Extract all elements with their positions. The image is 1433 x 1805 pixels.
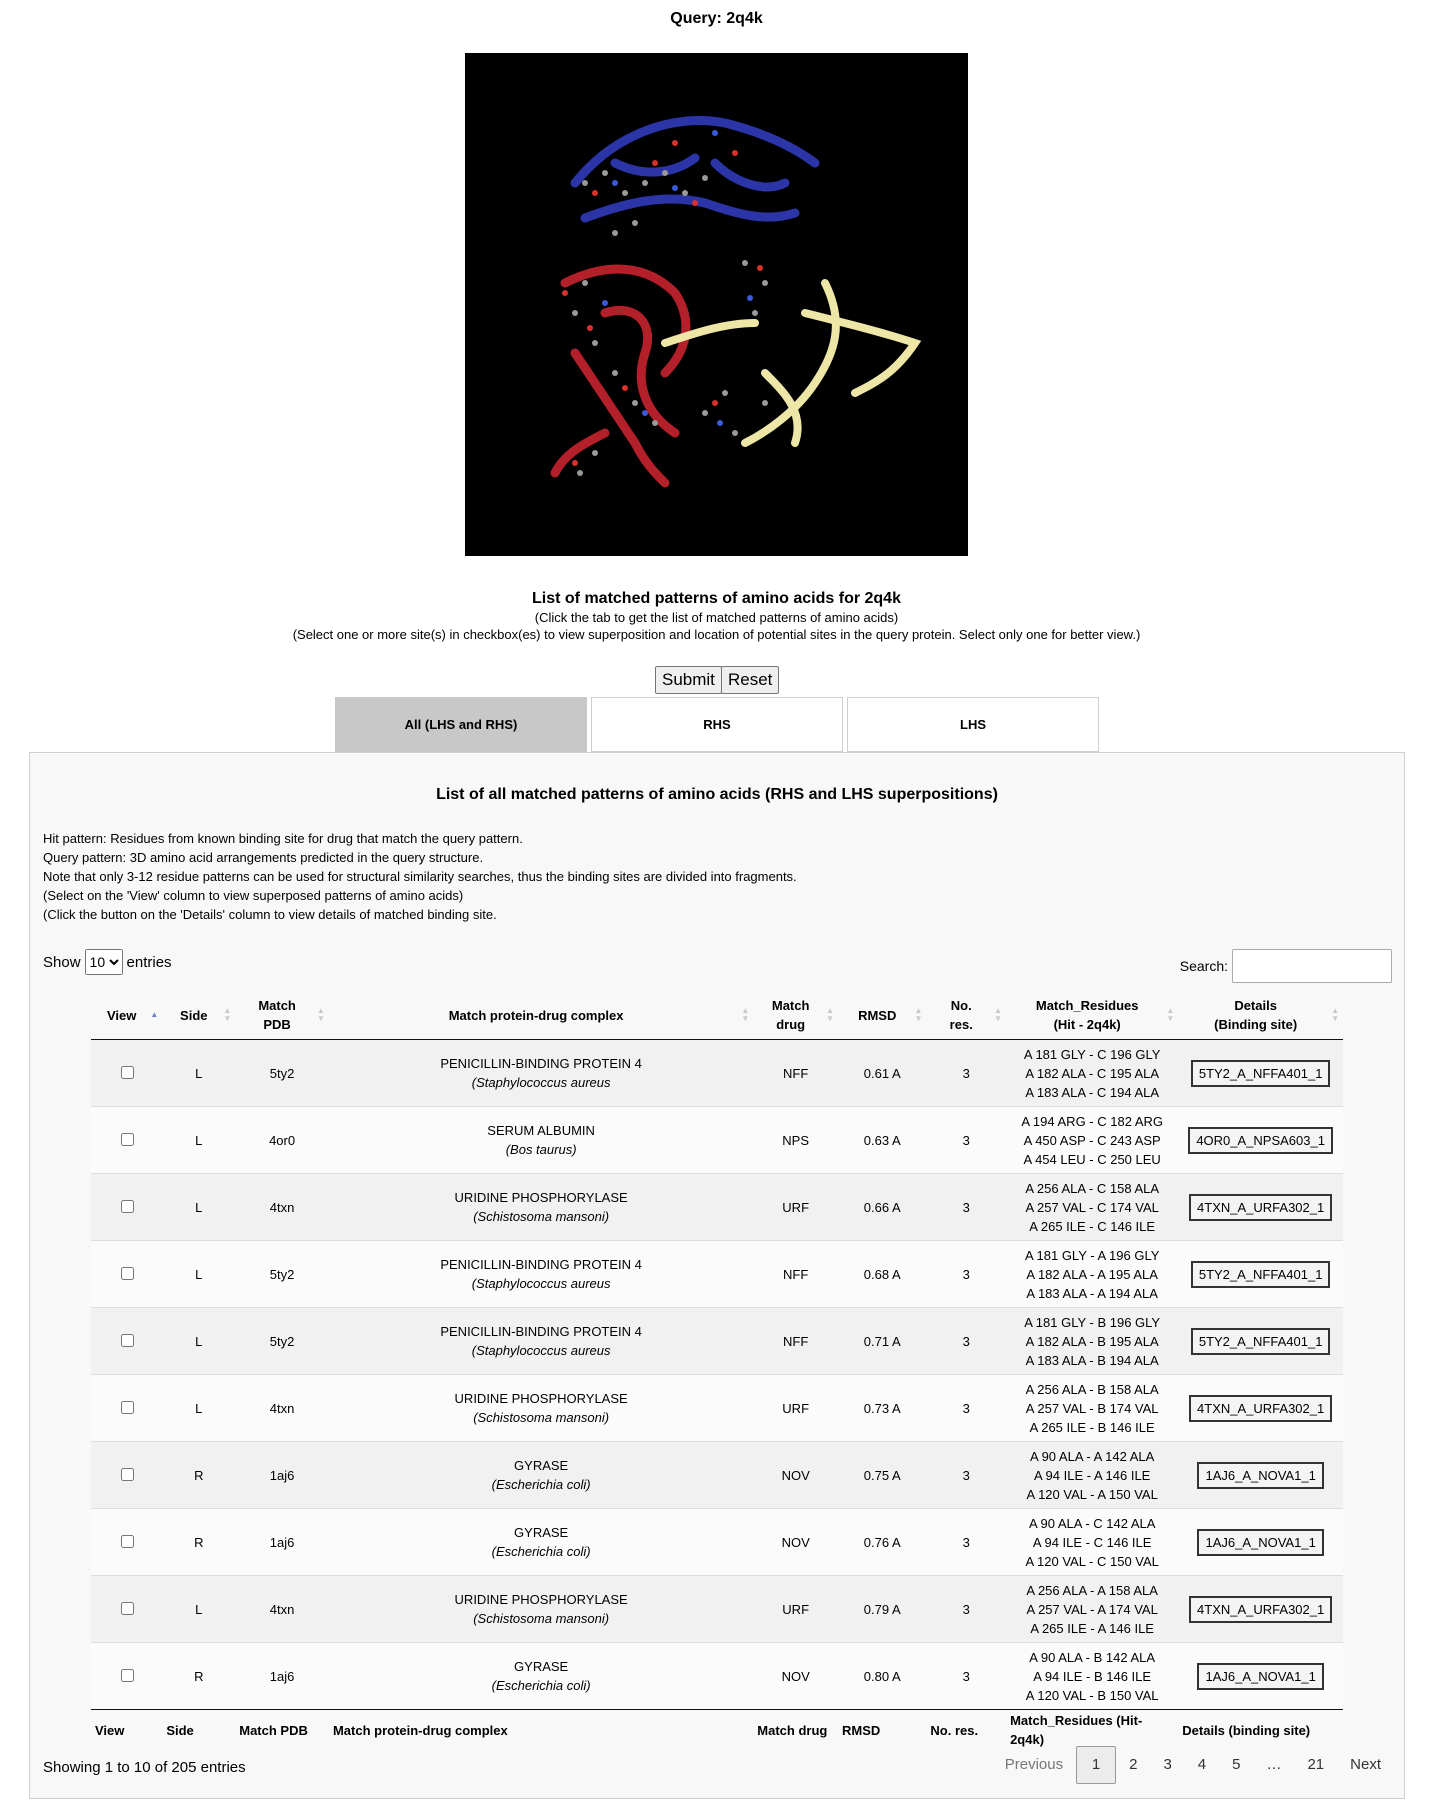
residue-pair: A 265 ILE - B 146 ILE [1029, 1419, 1155, 1435]
organism-name: (Staphylococcus aureus [471, 1075, 611, 1090]
table-row [91, 1576, 1343, 1643]
entries-label: entries [126, 953, 172, 971]
residue-pair: A 257 VAL - B 174 VAL [1025, 1400, 1159, 1416]
drug-cell: NFF [753, 1241, 838, 1308]
residue-pair: A 257 VAL - C 174 VAL [1025, 1199, 1159, 1215]
col-residues[interactable]: Match_Residues (Hit - 2q4k) ▲ ▼ [1006, 991, 1178, 1040]
complex-cell [329, 1375, 753, 1442]
view-checkbox[interactable] [121, 1066, 134, 1079]
details-cell [1178, 1375, 1343, 1442]
complex-cell [329, 1576, 753, 1643]
col-side[interactable]: Side ▲ ▼ [162, 991, 235, 1040]
residues-cell [1006, 1576, 1178, 1643]
nres-cell: 3 [926, 1308, 1006, 1375]
complex-cell [329, 1643, 753, 1710]
view-cell [91, 1576, 162, 1643]
entries-select[interactable] [85, 949, 123, 975]
col-drug[interactable]: Match drug ▲ ▼ [753, 991, 838, 1040]
info-line: Note that only 3-12 residue patterns can be used for structural similarity searches, thus the binding sites are divided into fragments. [43, 869, 797, 884]
pdb-cell: 5ty2 [235, 1040, 329, 1107]
foot-details: Details (binding site) [1182, 1722, 1311, 1738]
sort-icon: ▲ ▼ [994, 1006, 1003, 1023]
organism-name: (Staphylococcus aureus [471, 1276, 611, 1291]
details-button[interactable]: 5TY2_A_NFFA401_1 [1191, 1261, 1331, 1288]
details-cell [1178, 1241, 1343, 1308]
pdb-cell: 1aj6 [235, 1643, 329, 1710]
protein-name: PENICILLIN-BINDING PROTEIN 4 [440, 1257, 642, 1272]
table-row [91, 1107, 1343, 1174]
protein-name: SERUM ALBUMIN [487, 1123, 595, 1138]
foot-complex: Match protein-drug complex [332, 1722, 508, 1738]
nres-cell: 3 [926, 1174, 1006, 1241]
drug-cell: NOV [753, 1442, 838, 1509]
residue-pair: A 120 VAL - C 150 VAL [1025, 1553, 1159, 1569]
protein-name: URIDINE PHOSPHORYLASE [454, 1391, 628, 1406]
view-cell [91, 1509, 162, 1576]
pagination [992, 1746, 1394, 1784]
foot-residues: Match_Residues (Hit-2q4k) [1010, 1713, 1143, 1747]
table-row [91, 1643, 1343, 1710]
col-complex[interactable]: Match protein-drug complex ▲ ▼ [329, 991, 753, 1040]
organism-name: (Schistosoma mansoni) [473, 1410, 610, 1425]
view-cell [91, 1040, 162, 1107]
page-ellipsis: … [1266, 1756, 1282, 1773]
details-button[interactable]: 5TY2_A_NFFA401_1 [1191, 1328, 1331, 1355]
organism-name: (Escherichia coli) [491, 1678, 591, 1693]
organism-name: (Schistosoma mansoni) [473, 1611, 610, 1626]
residues-cell [1006, 1509, 1178, 1576]
info-text [43, 829, 797, 924]
view-checkbox[interactable] [121, 1602, 134, 1615]
protein-name: GYRASE [514, 1659, 569, 1674]
rmsd-cell: 0.76 A [838, 1509, 926, 1576]
table-row [91, 1442, 1343, 1509]
drug-cell: URF [753, 1174, 838, 1241]
tab-lhs[interactable]: LHS [847, 697, 1099, 752]
protein-name: URIDINE PHOSPHORYLASE [454, 1592, 628, 1607]
rmsd-cell: 0.79 A [838, 1576, 926, 1643]
query-title: Query: 2q4k [670, 10, 763, 27]
foot-side: Side [166, 1722, 194, 1738]
sort-icon: ▲ ▼ [1331, 1006, 1339, 1023]
page-button[interactable]: 4 [1197, 1756, 1207, 1773]
drug-cell: URF [753, 1375, 838, 1442]
search-input[interactable] [1232, 949, 1392, 983]
tab-rhs[interactable]: RHS [591, 697, 843, 752]
table-row [91, 1241, 1343, 1308]
list-note-tab: (Click the tab to get the list of matched patterns of amino acids) [534, 610, 899, 625]
foot-drug: Match drug [757, 1722, 828, 1738]
details-button[interactable]: 1AJ6_A_NOVA1_1 [1197, 1663, 1323, 1690]
complex-cell [329, 1509, 753, 1576]
residue-pair: A 120 VAL - B 150 VAL [1025, 1687, 1159, 1703]
side-cell: L [162, 1576, 235, 1643]
residues-cell [1006, 1442, 1178, 1509]
reset-button[interactable]: Reset [721, 666, 779, 694]
side-cell: L [162, 1375, 235, 1442]
view-cell [91, 1643, 162, 1710]
col-nres[interactable]: No. res. ▲ ▼ [926, 991, 1006, 1040]
entries-length-control [43, 949, 172, 975]
side-cell: L [162, 1107, 235, 1174]
page-button[interactable]: 2 [1129, 1756, 1138, 1773]
complex-cell [329, 1442, 753, 1509]
protein-name: PENICILLIN-BINDING PROTEIN 4 [440, 1324, 642, 1339]
pdb-cell: 4txn [235, 1174, 329, 1241]
sort-icon: ▲ ▼ [741, 1006, 750, 1023]
nres-cell: 3 [926, 1643, 1006, 1710]
drug-cell: NPS [753, 1107, 838, 1174]
sort-asc-icon: ▲ [150, 1010, 159, 1019]
residue-pair: A 182 ALA - B 195 ALA [1025, 1333, 1159, 1349]
residue-pair: A 90 ALA - C 142 ALA [1028, 1515, 1156, 1531]
residue-pair: A 120 VAL - A 150 VAL [1026, 1486, 1158, 1502]
residue-pair: A 256 ALA - B 158 ALA [1025, 1381, 1159, 1397]
side-cell: R [162, 1509, 235, 1576]
residue-pair: A 256 ALA - C 158 ALA [1025, 1180, 1160, 1196]
nres-cell: 3 [926, 1442, 1006, 1509]
info-line: Query pattern: 3D amino acid arrangements predicted in the query structure. [43, 850, 484, 865]
table-row [91, 1040, 1343, 1107]
residue-pair: A 183 ALA - A 194 ALA [1026, 1285, 1158, 1301]
details-cell [1178, 1509, 1343, 1576]
details-button[interactable]: 1AJ6_A_NOVA1_1 [1197, 1462, 1323, 1489]
molecule-viewer[interactable] [465, 53, 968, 556]
details-cell [1178, 1040, 1343, 1107]
view-checkbox[interactable] [121, 1468, 134, 1481]
side-cell: L [162, 1040, 235, 1107]
pdb-cell: 1aj6 [235, 1509, 329, 1576]
view-checkbox[interactable] [121, 1669, 134, 1682]
pdb-cell: 4txn [235, 1375, 329, 1442]
sort-icon: ▲ ▼ [223, 1006, 232, 1023]
details-button[interactable]: 1AJ6_A_NOVA1_1 [1197, 1529, 1323, 1556]
view-checkbox[interactable] [121, 1334, 134, 1347]
residue-pair: A 90 ALA - B 142 ALA [1029, 1649, 1156, 1665]
rmsd-cell: 0.66 A [838, 1174, 926, 1241]
protein-name: GYRASE [514, 1525, 569, 1540]
tab-bar [335, 697, 1099, 752]
side-cell: R [162, 1643, 235, 1710]
residues-cell [1006, 1174, 1178, 1241]
view-checkbox[interactable] [121, 1133, 134, 1146]
side-cell: L [162, 1308, 235, 1375]
rmsd-cell: 0.68 A [838, 1241, 926, 1308]
details-cell [1178, 1576, 1343, 1643]
nres-cell: 3 [926, 1576, 1006, 1643]
residue-pair: A 182 ALA - A 195 ALA [1026, 1266, 1158, 1282]
showing-info: Showing 1 to 10 of 205 entries [43, 1759, 246, 1776]
organism-name: (Staphylococcus aureus [471, 1343, 611, 1358]
col-pdb[interactable]: Match PDB ▲ ▼ [235, 991, 329, 1040]
organism-name: (Bos taurus) [505, 1142, 577, 1157]
residue-pair: A 181 GLY - C 196 GLY [1023, 1046, 1161, 1062]
foot-rmsd: RMSD [842, 1722, 881, 1738]
table-row [91, 1174, 1343, 1241]
page-button[interactable]: 5 [1232, 1756, 1241, 1773]
residue-pair: A 257 VAL - A 174 VAL [1026, 1601, 1158, 1617]
organism-name: (Escherichia coli) [491, 1477, 591, 1492]
table-body [91, 1040, 1343, 1710]
pdb-cell: 1aj6 [235, 1442, 329, 1509]
residue-pair: A 265 ILE - C 146 ILE [1029, 1218, 1156, 1234]
nres-cell: 3 [926, 1509, 1006, 1576]
residue-pair: A 94 ILE - C 146 ILE [1032, 1534, 1152, 1550]
nres-cell: 3 [926, 1107, 1006, 1174]
foot-pdb: Match PDB [239, 1722, 308, 1738]
residue-pair: A 450 ASP - C 243 ASP [1023, 1132, 1161, 1148]
protein-name: PENICILLIN-BINDING PROTEIN 4 [440, 1056, 642, 1071]
view-checkbox[interactable] [121, 1535, 134, 1548]
details-button[interactable]: 4TXN_A_URFA302_1 [1189, 1596, 1332, 1623]
residue-pair: A 182 ALA - C 195 ALA [1025, 1065, 1160, 1081]
organism-name: (Escherichia coli) [491, 1544, 591, 1559]
drug-cell: NFF [753, 1308, 838, 1375]
details-cell [1178, 1643, 1343, 1710]
rmsd-cell: 0.73 A [838, 1375, 926, 1442]
nres-cell: 3 [926, 1040, 1006, 1107]
residue-pair: A 90 ALA - A 142 ALA [1030, 1448, 1155, 1464]
residue-pair: A 181 GLY - A 196 GLY [1024, 1247, 1160, 1263]
residues-cell [1006, 1040, 1178, 1107]
drug-cell: URF [753, 1576, 838, 1643]
page-button[interactable]: 3 [1163, 1756, 1172, 1773]
protein-name: GYRASE [514, 1458, 569, 1473]
next-page-button[interactable]: Next [1350, 1756, 1381, 1773]
col-view[interactable]: View ▲ [91, 991, 162, 1040]
complex-cell [329, 1308, 753, 1375]
rmsd-cell: 0.63 A [838, 1107, 926, 1174]
details-cell [1178, 1308, 1343, 1375]
residue-pair: A 94 ILE - B 146 ILE [1033, 1668, 1152, 1684]
organism-name: (Schistosoma mansoni) [473, 1209, 610, 1224]
residue-pair: A 181 GLY - B 196 GLY [1024, 1314, 1161, 1330]
view-checkbox[interactable] [121, 1200, 134, 1213]
protein-name: URIDINE PHOSPHORYLASE [454, 1190, 628, 1205]
complex-cell [329, 1107, 753, 1174]
search-control [1180, 949, 1392, 983]
info-line: (Click the button on the 'Details' column to view details of matched binding site. [43, 907, 497, 922]
table-row [91, 1375, 1343, 1442]
residue-pair: A 256 ALA - A 158 ALA [1026, 1582, 1158, 1598]
rmsd-cell: 0.61 A [838, 1040, 926, 1107]
residues-cell [1006, 1308, 1178, 1375]
rmsd-cell: 0.75 A [838, 1442, 926, 1509]
residues-cell [1006, 1107, 1178, 1174]
table-row [91, 1308, 1343, 1375]
residues-cell [1006, 1643, 1178, 1710]
view-checkbox[interactable] [121, 1401, 134, 1414]
protein-structure-render [465, 53, 968, 556]
info-line: Hit pattern: Residues from known binding site for drug that match the query pattern. [43, 831, 523, 846]
complex-cell [329, 1174, 753, 1241]
col-rmsd[interactable]: RMSD ▲ ▼ [838, 991, 926, 1040]
drug-cell: NOV [753, 1643, 838, 1710]
complex-cell [329, 1040, 753, 1107]
drug-cell: NOV [753, 1509, 838, 1576]
table-row [91, 1509, 1343, 1576]
residues-cell [1006, 1375, 1178, 1442]
residues-cell [1006, 1241, 1178, 1308]
sort-icon: ▲ ▼ [1166, 1006, 1175, 1023]
page-button-current[interactable]: 1 [1076, 1746, 1116, 1784]
list-title: List of matched patterns of amino acids for 2q4k [532, 590, 901, 607]
residue-pair: A 183 ALA - C 194 ALA [1025, 1084, 1160, 1100]
residue-pair: A 454 LEU - C 250 LEU [1023, 1151, 1161, 1167]
pdb-cell: 5ty2 [235, 1308, 329, 1375]
side-cell: L [162, 1174, 235, 1241]
residue-pair: A 265 ILE - A 146 ILE [1030, 1620, 1154, 1636]
view-cell [91, 1375, 162, 1442]
rmsd-cell: 0.80 A [838, 1643, 926, 1710]
details-button[interactable]: 4TXN_A_URFA302_1 [1189, 1194, 1332, 1221]
details-cell [1178, 1442, 1343, 1509]
residue-pair: A 194 ARG - C 182 ARG [1021, 1113, 1163, 1129]
residue-pair: A 94 ILE - A 146 ILE [1033, 1467, 1151, 1483]
view-cell [91, 1308, 162, 1375]
info-line: (Select on the 'View' column to view superposed patterns of amino acids) [43, 888, 464, 903]
nres-cell: 3 [926, 1375, 1006, 1442]
sort-icon: ▲ ▼ [317, 1006, 325, 1023]
details-button[interactable]: 4TXN_A_URFA302_1 [1189, 1395, 1332, 1422]
details-button[interactable]: 5TY2_A_NFFA401_1 [1191, 1060, 1331, 1087]
search-label: Search: [1179, 958, 1228, 974]
view-cell [91, 1442, 162, 1509]
details-cell [1178, 1174, 1343, 1241]
previous-page-button[interactable]: Previous [1004, 1756, 1064, 1773]
panel-title: List of all matched patterns of amino acids (RHS and LHS superpositions) [436, 786, 998, 803]
view-cell [91, 1174, 162, 1241]
show-label: Show [43, 953, 81, 971]
view-cell [91, 1107, 162, 1174]
pdb-cell: 4txn [235, 1576, 329, 1643]
sort-icon: ▲ ▼ [914, 1006, 923, 1023]
foot-nres: No. res. [930, 1722, 979, 1738]
results-panel [29, 752, 1405, 1799]
nres-cell: 3 [926, 1241, 1006, 1308]
complex-cell [329, 1241, 753, 1308]
col-details[interactable]: Details (Binding site) ▲ ▼ [1178, 991, 1343, 1040]
view-checkbox[interactable] [121, 1267, 134, 1280]
rmsd-cell: 0.71 A [838, 1308, 926, 1375]
page-button[interactable]: 21 [1307, 1756, 1325, 1773]
drug-cell: NFF [753, 1040, 838, 1107]
submit-button[interactable]: Submit [655, 666, 722, 694]
foot-view: View [95, 1722, 125, 1738]
side-cell: R [162, 1442, 235, 1509]
pdb-cell: 4or0 [235, 1107, 329, 1174]
sort-icon: ▲ ▼ [826, 1006, 835, 1023]
residue-pair: A 183 ALA - B 194 ALA [1025, 1352, 1159, 1368]
list-note-select: (Select one or more site(s) in checkbox(es) to view superposition and location of potential sites in the query protein. Select only one for better view.) [292, 627, 1141, 642]
view-cell [91, 1241, 162, 1308]
pdb-cell: 5ty2 [235, 1241, 329, 1308]
tab-all[interactable]: All (LHS and RHS) [335, 697, 587, 752]
results-table [91, 991, 1343, 1750]
details-cell [1178, 1107, 1343, 1174]
side-cell: L [162, 1241, 235, 1308]
details-button[interactable]: 4OR0_A_NPSA603_1 [1188, 1127, 1333, 1154]
